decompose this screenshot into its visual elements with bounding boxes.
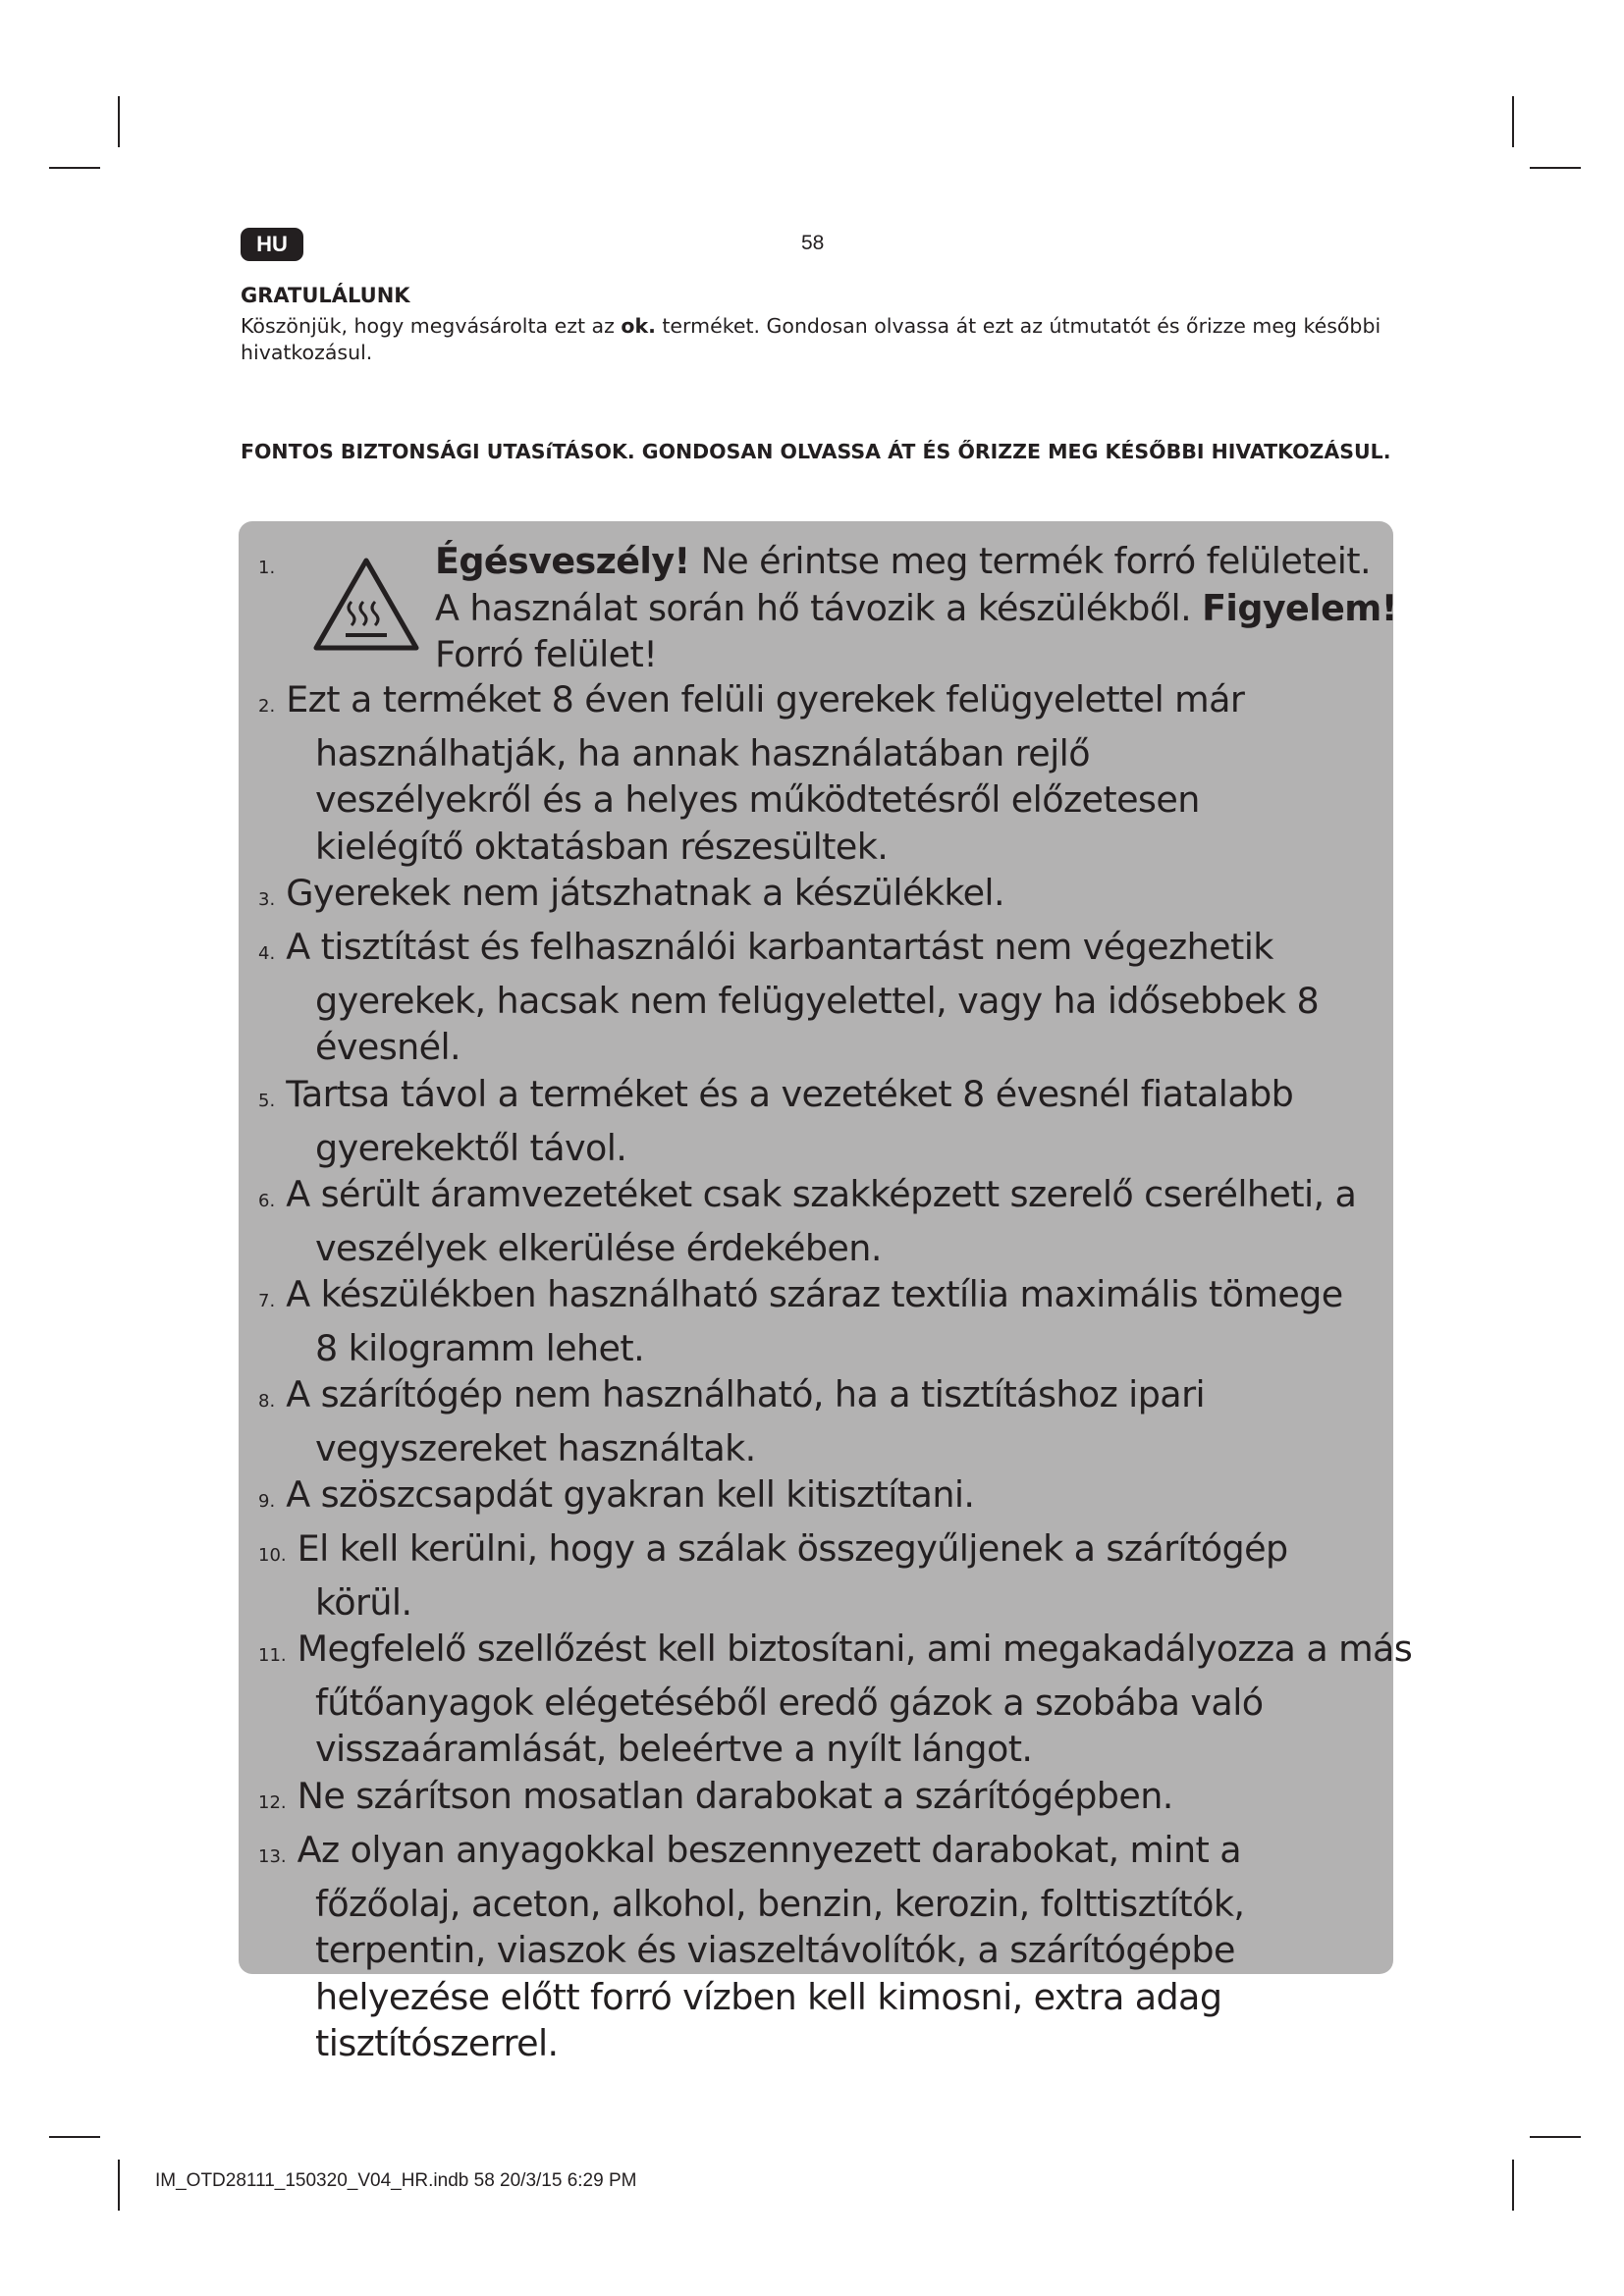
item-number: 12.: [258, 1792, 287, 1813]
safety-item-7: [258, 1271, 1356, 1371]
safety-item-11: [258, 1626, 1435, 1773]
safety-item-12: [258, 1773, 1444, 1827]
crop-mark: [1530, 167, 1581, 169]
item-number: 5.: [258, 1091, 276, 1111]
item-text: Gyerekek nem játszhatnak a készülékkel.: [286, 872, 1004, 914]
intro-text: Köszönjük, hogy megvásárolta ezt az ok. terméket. Gondosan olvassa át ezt az útmutatót és őrizze meg későbbi hivatkozásul.: [241, 314, 1381, 364]
brand-name: ok.: [621, 314, 656, 338]
intro-title: GRATULÁLUNK: [241, 284, 410, 307]
item-number: 13.: [258, 1846, 287, 1867]
item-text: Égésveszély! Ne érintse meg termék forró felületeit. A használat során hő távozik a készülékből. Figyelem! Forró felület!: [435, 540, 1397, 675]
item-text: Ne szárítson mosatlan darabokat a szárítógépben.: [297, 1775, 1173, 1817]
item-text: A szárítógép nem használható, ha a tisztításhoz ipari vegyszereket használtak.: [286, 1373, 1206, 1469]
item-number: 7.: [258, 1291, 276, 1311]
hot-surface-warning-icon: [312, 557, 420, 653]
safety-item-13: [258, 1827, 1356, 2067]
item-number: 9.: [258, 1491, 276, 1512]
safety-item-3: [258, 870, 1444, 924]
safety-item-1: [258, 538, 1397, 685]
item-number: 4.: [258, 943, 276, 964]
item-number: 6.: [258, 1191, 276, 1211]
crop-mark: [118, 2160, 120, 2211]
attention-label: Figyelem!: [1202, 586, 1397, 629]
safety-item-2: [258, 676, 1307, 870]
safety-heading: FONTOS BIZTONSÁGI UTASíTÁSOK. GONDOSAN OLVASSA ÁT ÉS ŐRIZZE MEG KÉSŐBBI HIVATKOZÁSUL.: [241, 440, 1391, 463]
print-info: IM_OTD28111_150320_V04_HR.indb 58 20/3/15 6:29 PM: [155, 2170, 637, 2191]
crop-mark: [49, 2136, 100, 2138]
item-number: 3.: [258, 889, 276, 910]
crop-mark: [49, 167, 100, 169]
language-badge: HU: [241, 228, 303, 261]
safety-item-8: [258, 1371, 1356, 1471]
item-text: Megfelelő szellőzést kell biztosítani, ami megakadályozza a más fűtőanyagok elégetéséből eredő gázok a szobába való visszaáramlását, beleértve a nyílt lángot.: [297, 1628, 1413, 1770]
crop-mark: [1512, 96, 1514, 147]
safety-item-6: [258, 1171, 1444, 1271]
item-text: A tisztítást és felhasználói karbantartást nem végezhetik gyerekek, hacsak nem felügyelettel, vagy ha idősebbek 8 évesnél.: [286, 926, 1320, 1068]
item-number: 8.: [258, 1391, 276, 1412]
burn-hazard-label: Égésveszély!: [435, 540, 690, 582]
safety-instructions-panel: [239, 521, 1413, 2064]
item-number: 11.: [258, 1645, 287, 1666]
item-text: Az olyan anyagokkal beszennyezett darabokat, mint a főzőolaj, aceton, alkohol, benzin, kerozin, folttisztítók, terpentin, viaszok és viaszeltávolítók, a szárítógépbe helyezése előtt forró vízben kell kimosni, extra adag tisztítószerrel.: [297, 1829, 1245, 2064]
safety-item-9: [258, 1471, 1444, 1525]
crop-mark: [1530, 2136, 1581, 2138]
page-number: 58: [801, 232, 825, 254]
item-text: A szöszcsapdát gyakran kell kitisztítani.: [286, 1473, 975, 1516]
item-text: A készülékben használható száraz textília maximális tömege 8 kilogramm lehet.: [286, 1273, 1343, 1369]
safety-item-10: [258, 1525, 1356, 1626]
item-number: 1.: [258, 558, 276, 578]
item-number: 10.: [258, 1545, 287, 1566]
item-number: 2.: [258, 696, 276, 717]
item-text: Tartsa távol a terméket és a vezetéket 8 évesnél fiatalabb gyerekektől távol.: [286, 1073, 1294, 1169]
item-text: Ezt a terméket 8 éven felüli gyerekek felügyelettel már használhatják, ha annak használatában rejlő veszélyekről és a helyes működtetésről előzetesen kielégítő oktatásban részesültek.: [286, 678, 1245, 868]
item-text: A sérült áramvezetéket csak szakképzett szerelő cserélheti, a veszélyek elkerülése érdekében.: [286, 1173, 1357, 1269]
crop-mark: [1512, 2160, 1514, 2211]
safety-item-5: [258, 1071, 1356, 1171]
safety-item-4: [258, 924, 1356, 1071]
item-text: El kell kerülni, hogy a szálak összegyűljenek a szárítógép körül.: [297, 1527, 1288, 1624]
crop-mark: [118, 96, 120, 147]
